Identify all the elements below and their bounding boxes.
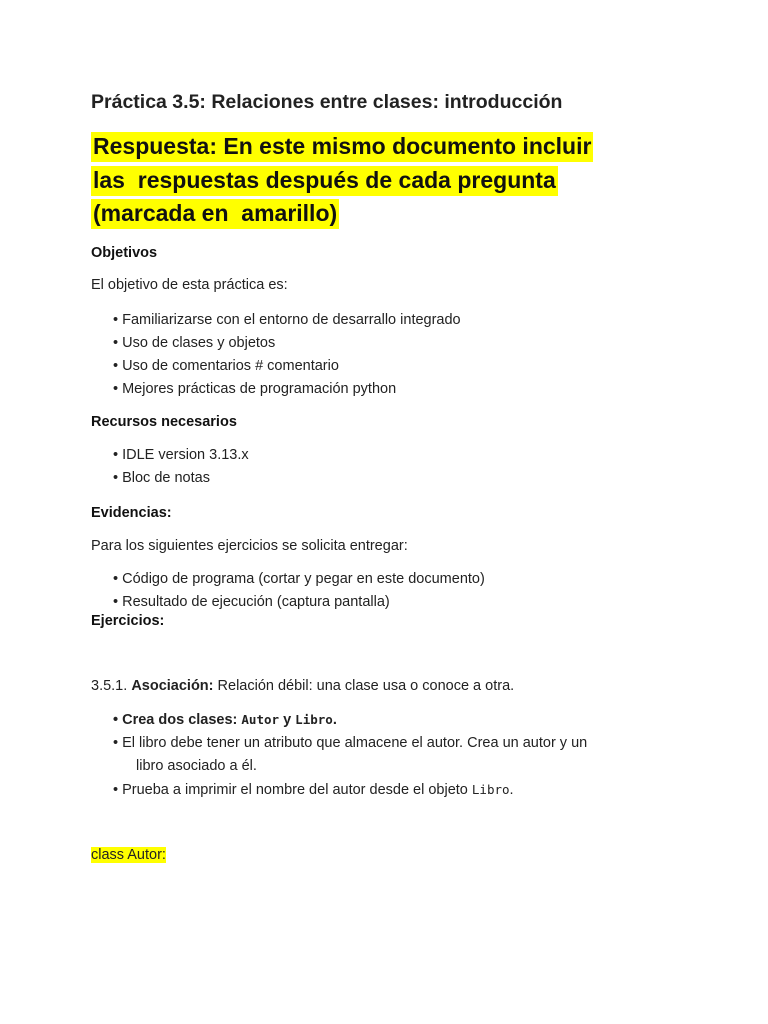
objetivos-intro: El objetivo de esta práctica es: — [91, 277, 288, 293]
code-libro: Libro — [471, 782, 510, 797]
list-item: • Bloc de notas — [113, 470, 210, 486]
objetivos-list — [113, 309, 461, 401]
code-autor: Autor — [241, 712, 280, 727]
code-answer-line: class Autor: — [91, 847, 166, 863]
answer-instruction — [91, 130, 593, 231]
answer-line-1: Respuesta: En este mismo documento incluir — [91, 132, 593, 162]
exercise-number: 3.5.1. — [91, 678, 132, 694]
recursos-list — [113, 444, 249, 490]
list-item: • Código de programa (cortar y pegar en este documento) — [113, 571, 485, 587]
exercise-list — [113, 708, 587, 802]
exercise-description: Relación débil: una clase usa o conoce a otra. — [213, 678, 515, 694]
list-item: • IDLE version 3.13.x — [113, 447, 249, 463]
document-title: Práctica 3.5: Relaciones entre clases: introducción — [91, 91, 563, 113]
list-item: • Uso de comentarios # comentario — [113, 358, 339, 374]
exercise-term: Asociación: — [131, 678, 214, 694]
answer-line-3: (marcada en amarillo) — [91, 199, 339, 229]
answer-line-2: las respuestas después de cada pregunta — [91, 166, 558, 196]
list-item: • Prueba a imprimir el nombre del autor desde el objeto Libro. — [113, 782, 514, 798]
list-item: • El libro debe tener un atributo que almacene el autor. Crea un autor y un libro asociado a él. — [113, 735, 588, 774]
list-item: • Resultado de ejecución (captura pantalla) — [113, 594, 390, 610]
recursos-heading: Recursos necesarios — [91, 414, 237, 430]
code-answer — [91, 847, 166, 863]
list-item: • Mejores prácticas de programación python — [113, 381, 397, 397]
exercise-3-5-1 — [91, 678, 514, 694]
list-item: • Familiarizarse con el entorno de desarrallo integrado — [113, 312, 461, 328]
list-item: • Uso de clases y objetos — [113, 335, 276, 351]
code-libro: Libro — [295, 712, 333, 727]
ejercicios-heading: Ejercicios: — [91, 613, 165, 629]
evidencias-list — [113, 568, 485, 614]
list-item: • Crea dos clases: Autor y Libro. — [113, 712, 337, 728]
evidencias-intro: Para los siguientes ejercicios se solicita entregar: — [91, 538, 408, 554]
objetivos-heading: Objetivos — [91, 245, 158, 261]
evidencias-heading: Evidencias: — [91, 505, 172, 521]
